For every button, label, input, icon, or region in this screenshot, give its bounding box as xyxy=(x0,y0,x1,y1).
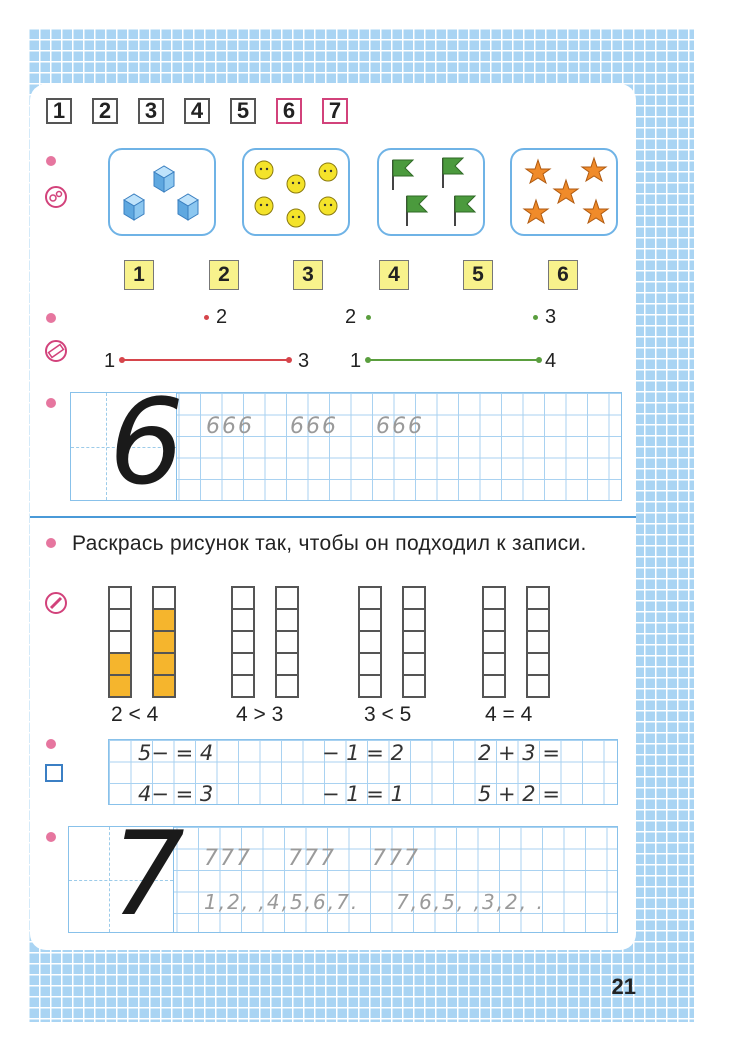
task-bullet xyxy=(46,739,56,749)
cell-column xyxy=(152,588,174,698)
flags-card xyxy=(377,148,485,236)
comparison-text: 3 < 5 xyxy=(364,703,412,726)
cubes-icon xyxy=(110,150,214,234)
dot-label: 3 xyxy=(545,306,557,328)
smiley-faces-icon xyxy=(244,150,348,234)
number-box: 4 xyxy=(379,260,409,290)
segment-start-label: 1 xyxy=(104,350,116,372)
number-sequence: 1,2, ,4,5,6,7. xyxy=(204,890,360,914)
big-digit-six: 6 xyxy=(109,373,185,511)
trace-seven: 777 xyxy=(372,846,420,871)
column-cell[interactable] xyxy=(482,652,506,676)
column-cell[interactable] xyxy=(275,652,299,676)
trace-seven: 777 xyxy=(204,846,252,871)
equation: 2 + 3 = xyxy=(478,741,560,765)
guide-line xyxy=(109,827,110,932)
column-cell[interactable] xyxy=(482,630,506,654)
segment-end-dot xyxy=(536,357,542,363)
column-cell[interactable] xyxy=(402,586,426,610)
task-bullet xyxy=(46,156,56,166)
column-cell[interactable] xyxy=(526,586,550,610)
column-cell[interactable] xyxy=(108,630,132,654)
number-strip xyxy=(46,98,348,124)
stars-card xyxy=(510,148,618,236)
trace-six: 666 xyxy=(376,414,424,439)
page-number: 21 xyxy=(611,974,636,999)
column-cell[interactable] xyxy=(358,652,382,676)
stars-icon xyxy=(512,150,616,234)
number-box: 2 xyxy=(209,260,239,290)
segment-start-label: 1 xyxy=(350,350,362,372)
big-digit-seven: 7 xyxy=(111,807,185,942)
cell-column xyxy=(108,588,130,698)
square-icon xyxy=(45,764,63,782)
trace-six: 666 xyxy=(290,414,338,439)
column-cell[interactable] xyxy=(275,630,299,654)
big-digit-cell xyxy=(70,373,185,511)
number-tile-highlighted: 7 xyxy=(322,98,348,124)
equation: 5− = 4 xyxy=(138,741,214,765)
comparison-text: 4 = 4 xyxy=(485,703,533,726)
segment-end-dot xyxy=(365,357,371,363)
column-cell[interactable] xyxy=(231,630,255,654)
column-cell[interactable] xyxy=(526,608,550,632)
column-cell[interactable] xyxy=(231,652,255,676)
column-cell[interactable] xyxy=(275,586,299,610)
column-cell[interactable] xyxy=(108,652,132,676)
dot-point xyxy=(204,315,209,320)
column-cell[interactable] xyxy=(358,608,382,632)
column-cell[interactable] xyxy=(108,674,132,698)
section-divider xyxy=(30,516,636,518)
task-text: Раскрась рисунок так, чтобы он подходил к записи. xyxy=(72,532,587,555)
equation: − 1 = 1 xyxy=(322,782,404,806)
cell-column xyxy=(231,588,253,698)
column-cell[interactable] xyxy=(108,586,132,610)
green-segment xyxy=(367,359,539,361)
column-cell[interactable] xyxy=(152,674,176,698)
column-cell[interactable] xyxy=(402,608,426,632)
number-tile-highlighted: 6 xyxy=(276,98,302,124)
column-cell[interactable] xyxy=(152,608,176,632)
big-digit-cell xyxy=(68,807,185,942)
cell-column xyxy=(358,588,380,698)
column-cell[interactable] xyxy=(231,674,255,698)
number-tile: 2 xyxy=(92,98,118,124)
column-cell[interactable] xyxy=(526,652,550,676)
column-cell[interactable] xyxy=(275,608,299,632)
guide-line xyxy=(106,393,107,500)
column-cell[interactable] xyxy=(402,674,426,698)
cell-column xyxy=(482,588,504,698)
comparison-text: 4 > 3 xyxy=(236,703,284,726)
task-bullet xyxy=(46,538,56,548)
segment-end-dot xyxy=(286,357,292,363)
column-cell[interactable] xyxy=(152,652,176,676)
column-cell[interactable] xyxy=(358,586,382,610)
column-cell[interactable] xyxy=(152,630,176,654)
task-bullet xyxy=(46,832,56,842)
number-tile: 4 xyxy=(184,98,210,124)
column-cell[interactable] xyxy=(152,586,176,610)
equation: − 1 = 2 xyxy=(322,741,404,765)
dot-label: 2 xyxy=(216,306,228,328)
trace-seven: 777 xyxy=(288,846,336,871)
ruler-icon xyxy=(45,340,67,362)
trace-six: 666 xyxy=(206,414,254,439)
equation: 5 + 2 = xyxy=(478,782,560,806)
segment-end-label: 3 xyxy=(298,350,310,372)
column-cell[interactable] xyxy=(526,630,550,654)
equation: 4− = 3 xyxy=(138,782,214,806)
column-cell[interactable] xyxy=(231,586,255,610)
cubes-card xyxy=(108,148,216,236)
cell-column xyxy=(402,588,424,698)
dot-label: 2 xyxy=(345,306,357,328)
number-tile: 3 xyxy=(138,98,164,124)
comparison-text: 2 < 4 xyxy=(111,703,159,726)
column-cell[interactable] xyxy=(482,674,506,698)
segment-end-label: 4 xyxy=(545,350,557,372)
column-cell[interactable] xyxy=(108,608,132,632)
cell-column xyxy=(275,588,297,698)
task-bullet xyxy=(46,313,56,323)
dot-point xyxy=(366,315,371,320)
column-cell[interactable] xyxy=(482,586,506,610)
task-bullet xyxy=(46,398,56,408)
cell-column xyxy=(526,588,548,698)
number-tile: 5 xyxy=(230,98,256,124)
number-box: 6 xyxy=(548,260,578,290)
number-tile: 1 xyxy=(46,98,72,124)
number-sequence: 7,6,5, ,3,2, . xyxy=(396,890,545,914)
column-cell[interactable] xyxy=(358,674,382,698)
number-box: 5 xyxy=(463,260,493,290)
red-segment xyxy=(121,359,289,361)
dot-point xyxy=(533,315,538,320)
number-box: 1 xyxy=(124,260,154,290)
column-cell[interactable] xyxy=(526,674,550,698)
column-cell[interactable] xyxy=(231,608,255,632)
column-cell[interactable] xyxy=(402,630,426,654)
connect-icon xyxy=(45,186,67,208)
smileys-card xyxy=(242,148,350,236)
segment-end-dot xyxy=(119,357,125,363)
flags-icon xyxy=(379,150,483,234)
column-cell[interactable] xyxy=(358,630,382,654)
number-box: 3 xyxy=(293,260,323,290)
column-cell[interactable] xyxy=(482,608,506,632)
column-cell[interactable] xyxy=(275,674,299,698)
pencil-icon xyxy=(45,592,67,614)
column-cell[interactable] xyxy=(402,652,426,676)
